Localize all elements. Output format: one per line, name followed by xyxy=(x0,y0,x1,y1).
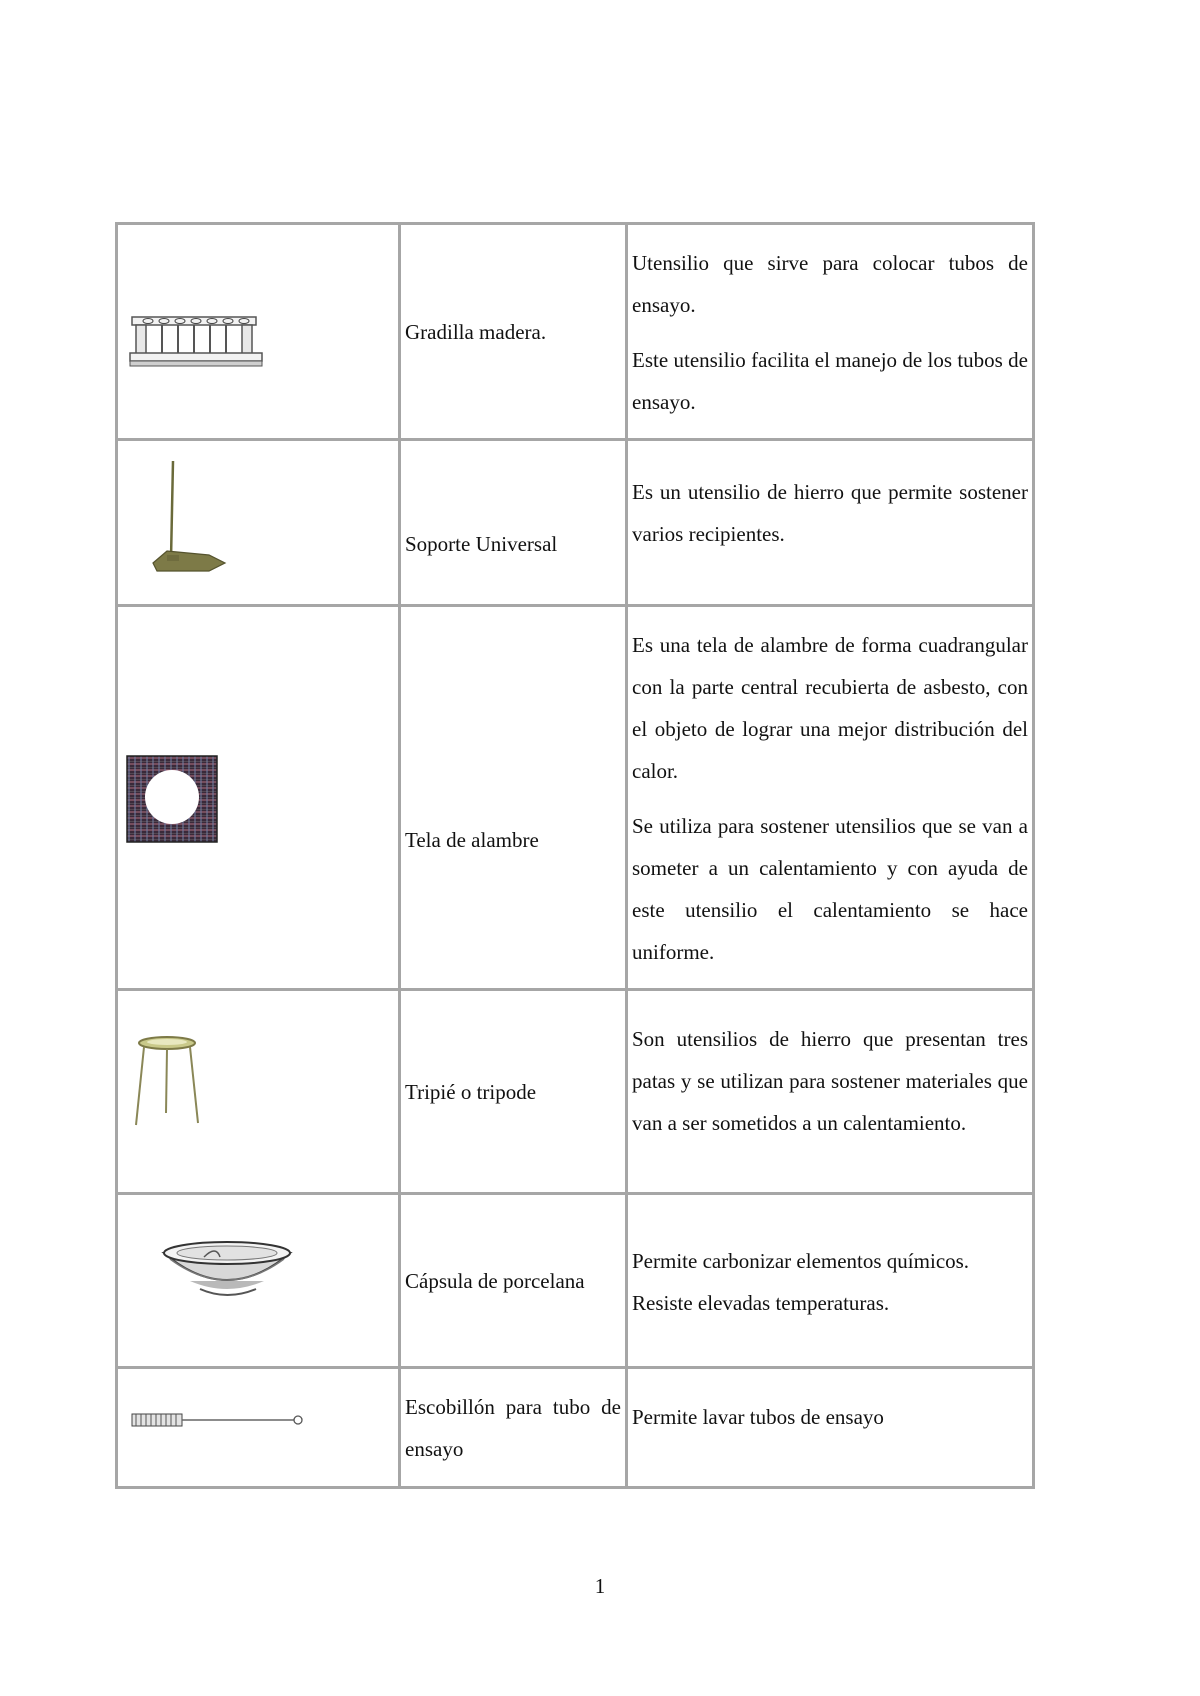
tripod-icon xyxy=(132,1033,202,1128)
image-cell xyxy=(117,990,400,1194)
description-paragraph: Se utiliza para sostener utensilios que se van a someter a un calentamiento y con ayuda de este utensilio el calentamiento se hace uniforme. xyxy=(632,814,1028,964)
image-cell xyxy=(117,224,400,440)
description-paragraph: Permite lavar tubos de ensayo xyxy=(632,1404,884,1429)
item-name: Tripié o tripode xyxy=(405,1079,537,1104)
item-name: Gradilla madera. xyxy=(405,319,547,344)
table-row xyxy=(117,990,1034,1194)
table-row xyxy=(117,1368,1034,1488)
description-paragraph: Son utensilios de hierro que presentan tres patas y se utilizan para sostener materiales que van a ser sometidos a un calentamiento. xyxy=(632,1026,1028,1135)
image-cell xyxy=(117,1368,400,1488)
item-name: Escobillón para tubo de ensayo xyxy=(405,1394,621,1461)
description-cell xyxy=(627,440,1034,606)
item-name: Tela de alambre xyxy=(405,827,539,852)
name-cell xyxy=(400,1368,627,1488)
name-cell xyxy=(400,606,627,990)
image-cell xyxy=(117,606,400,990)
table-row xyxy=(117,440,1034,606)
description-cell xyxy=(627,990,1034,1194)
name-cell xyxy=(400,224,627,440)
table-row xyxy=(117,224,1034,440)
description-cell xyxy=(627,1368,1034,1488)
table-row xyxy=(117,606,1034,990)
test-tube-rack-icon xyxy=(128,309,268,379)
description-paragraph: Es una tela de alambre de forma cuadrangular con la parte central recubierta de asbesto, con el objeto de lograr una mejor distribución del calor. xyxy=(632,633,1028,783)
universal-stand-icon xyxy=(143,459,233,574)
description-paragraph: Permite carbonizar elementos químicos. Resiste elevadas temperaturas. xyxy=(632,1248,970,1315)
equipment-table xyxy=(115,222,1035,1489)
description-cell xyxy=(627,1194,1034,1368)
porcelain-dish-icon xyxy=(160,1237,294,1301)
wire-gauze-icon xyxy=(126,755,218,843)
item-name: Soporte Universal xyxy=(405,531,558,556)
description-paragraph: Es un utensilio de hierro que permite sostener varios recipientes. xyxy=(632,479,1028,546)
table-row xyxy=(117,1194,1034,1368)
description-cell xyxy=(627,606,1034,990)
item-name: Cápsula de porcelana xyxy=(405,1268,585,1293)
image-cell xyxy=(117,1194,400,1368)
description-paragraph: Este utensilio facilita el manejo de los tubos de ensayo. xyxy=(632,348,1028,414)
description-paragraph: Utensilio que sirve para colocar tubos de ensayo. xyxy=(632,251,1028,317)
description-cell xyxy=(627,224,1034,440)
test-tube-brush-icon xyxy=(130,1409,306,1433)
page-number: 1 xyxy=(594,1574,606,1598)
name-cell xyxy=(400,990,627,1194)
image-cell xyxy=(117,440,400,606)
name-cell xyxy=(400,1194,627,1368)
name-cell xyxy=(400,440,627,606)
